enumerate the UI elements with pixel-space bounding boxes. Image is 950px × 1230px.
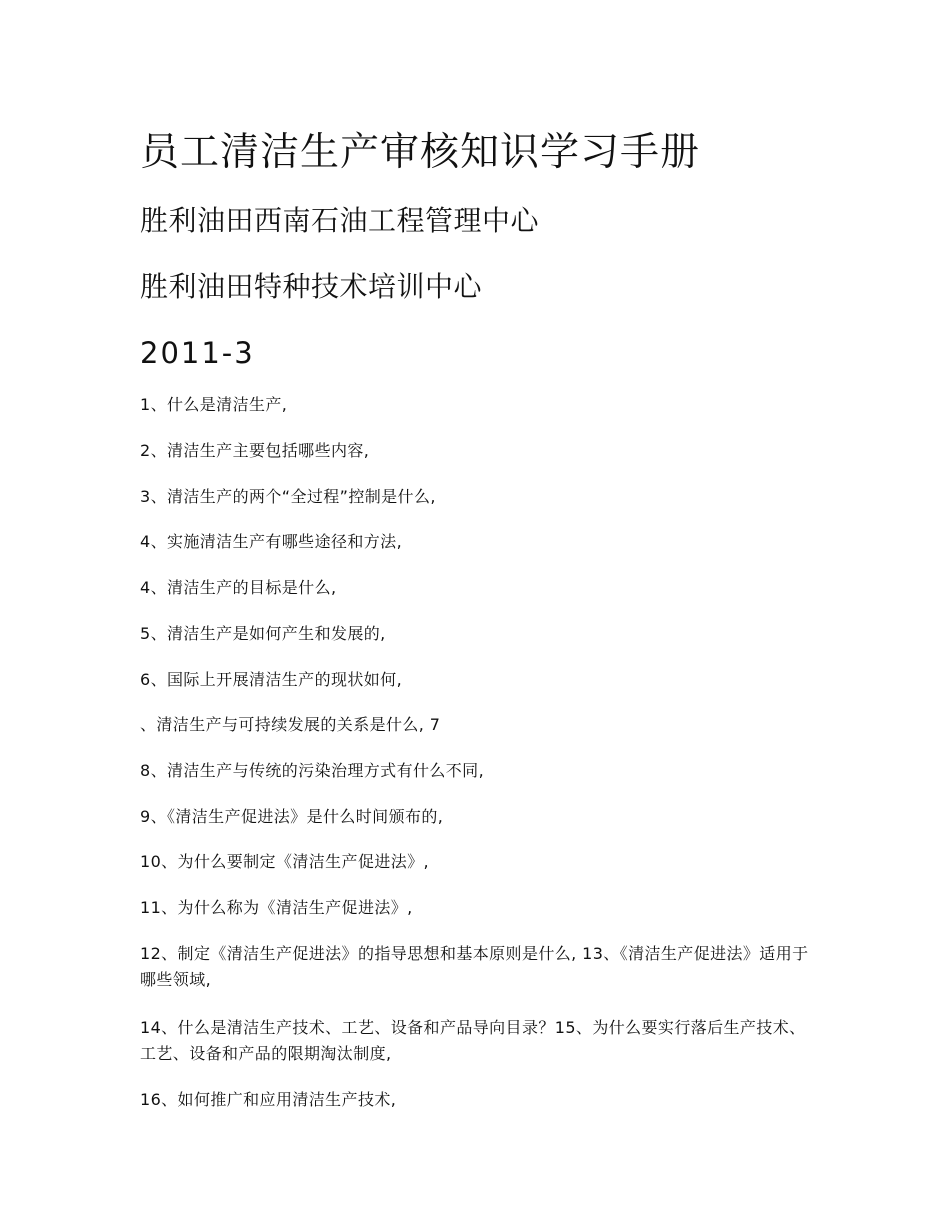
question-item: 11、为什么称为《清洁生产促进法》, [140, 898, 413, 917]
question-item: 2、清洁生产主要包括哪些内容, [140, 441, 370, 460]
question-item: 6、国际上开展清洁生产的现状如何, [140, 670, 403, 689]
question-item: 10、为什么要制定《清洁生产促进法》, [140, 852, 430, 871]
document-title: 员工清洁生产审核知识学习手册 [140, 130, 701, 175]
question-item: 8、清洁生产与传统的污染治理方式有什么不同, [140, 761, 485, 780]
question-item: 14、什么是清洁生产技术、工艺、设备和产品导向目录？15、为什么要实行落后生产技术、工艺、设备和产品的限期淘汰制度, [140, 1018, 806, 1063]
question-item: 9、《清洁生产促进法》是什么时间颁布的, [140, 807, 444, 826]
question-item: 4、实施清洁生产有哪些途径和方法, [140, 532, 403, 551]
question-item: 1、什么是清洁生产, [140, 395, 288, 414]
question-item: 5、清洁生产是如何产生和发展的, [140, 624, 386, 643]
question-item: 12、制定《清洁生产促进法》的指导思想和基本原则是什么, 13、《清洁生产促进法》适用于哪些领域, [140, 944, 809, 989]
question-item: 、清洁生产与可持续发展的关系是什么, 7 [140, 715, 441, 734]
question-item: 3、清洁生产的两个“全过程”控制是什么, [140, 487, 436, 506]
question-item: 16、如何推广和应用清洁生产技术, [140, 1090, 397, 1109]
organization-2: 胜利油田特种技术培训中心 [140, 270, 483, 303]
document-date: 2011-3 [140, 336, 255, 370]
question-item: 4、清洁生产的目标是什么, [140, 578, 337, 597]
organization-1: 胜利油田西南石油工程管理中心 [140, 204, 540, 237]
